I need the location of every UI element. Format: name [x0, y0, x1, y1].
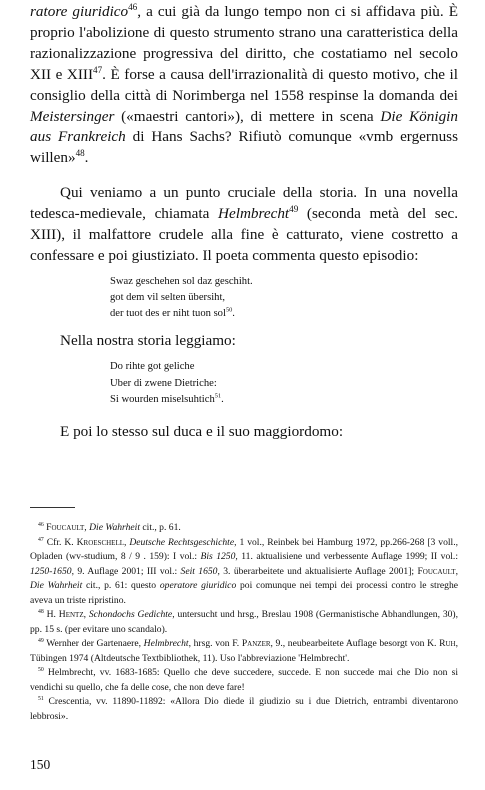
footnote [30, 521, 458, 536]
text-run: . [84, 149, 89, 167]
text-run: («maestri cantori»), di mettere in scena [114, 107, 381, 125]
verse-line: der tuot des er niht tuon sol [110, 308, 226, 320]
author-name: Panzer [241, 638, 271, 649]
text-run: , Tübingen 1974 (Altdeutsche Textbibliothek, 11). Uso l'abbreviazione 'Helmbrecht'. [30, 638, 458, 664]
paragraph-4: E poi lo stesso sul duca e il suo maggiordomo: [60, 423, 344, 440]
verse-line: Swaz geschehen sol daz geschiht. [110, 275, 253, 287]
text-run: Qui veniamo a un punto cruciale della storia. In una novella tedesca-medievale, chiamata [30, 184, 458, 223]
footnote-number: 46 [38, 521, 44, 528]
note-ref: 47 [93, 64, 103, 75]
italic-term: Meistersinger [30, 107, 115, 125]
note-ref: 46 [128, 1, 138, 12]
text-run: , 1 vol., Reinbek bei Hamburg 1972, pp.266-268 [3 voll., Opladen (wv-studium, 8 / 9 . 159): I vol.: [30, 536, 458, 562]
verse-quote-2 [110, 359, 458, 408]
text-run: . È forse a causa dell'irrazionalità di questo motivo, che il consiglio della città di Norimberga nel 1558 respinse la domanda dei [30, 65, 459, 104]
italic-term: operatore giuridico [159, 580, 237, 591]
page-number: 150 [30, 757, 51, 772]
footnotes [30, 521, 458, 724]
footnote [30, 666, 458, 695]
footnote-number: 49 [38, 637, 44, 644]
text-run: Crescentia, vv. 11890-11892: «Allora Dio diede il giudizio su i due Dietrich, entrambi diventarono lebbrosi». [30, 696, 458, 722]
footnote-number: 48 [38, 608, 44, 615]
footnote-number: 50 [38, 666, 44, 673]
work-title: Bis 1250 [200, 551, 236, 562]
italic-term: ratore giuridico [30, 3, 129, 20]
note-ref: 50 [225, 306, 233, 314]
text-run: , hrsg. von F. [188, 638, 242, 649]
text-run: cit., p. 61: questo [82, 580, 160, 591]
note-ref: 48 [75, 148, 85, 159]
note-ref: 51 [214, 392, 222, 400]
text-run: , a cui già da lungo tempo non ci si affidava più. È proprio l'abolizione di questo strumento strano una caratteristica della razionalizzazione progressiva del diritto, che costatiamo nel secolo XII e XIII [30, 3, 458, 83]
text-run: . [221, 393, 224, 405]
author-name: Ruh [439, 638, 456, 649]
text-run: , [455, 565, 458, 577]
text-run: (seconda metà del sec. XIII), il malfattore crudele alla fine è catturato, viene costretto a confessare e poi giustiziato. Il poeta commenta questo episodio: [30, 205, 458, 264]
work-title: Schondochs Gedichte [88, 609, 173, 620]
text-run: Helmbrecht, vv. 1683-1685: Quello che deve succedere, succede. E non succede mai che Dio non si vendichi su quello, che fa delle cose, che non deve fare! [30, 667, 458, 693]
text-run: Wernher der Gartenaere, [43, 638, 144, 649]
footnote [30, 695, 458, 724]
text-run: poi comunque nei tempi dei processi contro le streghe aveva un triste ripristino. [30, 580, 458, 606]
text-run: di Hans Sachs? Rifiutò comunque «vmb ergernuss willen» [30, 128, 458, 167]
main-text [30, 2, 458, 443]
work-title: Die Wahrheit [89, 522, 140, 533]
footnote-separator [30, 507, 75, 508]
footnote-number: 51 [38, 695, 44, 702]
text-run: cit., p. 61. [140, 522, 181, 533]
footnote [30, 637, 458, 666]
work-title: 1250-1650 [30, 565, 72, 577]
author-name: Kroeschell [76, 536, 124, 548]
paragraph-3: Nella nostra storia leggiamo: [60, 332, 236, 350]
paragraph-1 [30, 2, 458, 169]
footnote [30, 536, 458, 609]
footnote [30, 608, 458, 637]
work-title: Deutsche Rechtsgeschichte [129, 536, 235, 548]
note-ref: 49 [289, 204, 299, 215]
verse-quote-1 [110, 274, 458, 323]
paragraph-2 [30, 183, 458, 267]
verse-line: Si wourden miselsuhtich [110, 393, 215, 405]
verse-line: Uber di zwene Dietriche: [110, 377, 217, 389]
text-run: , 11. aktualisiene und verbessente Auflage 1999; II vol.: [235, 551, 458, 562]
work-title: Seit 1650 [180, 565, 218, 577]
italic-title: Helmbrecht [218, 205, 290, 223]
text-run: Cfr. K. [43, 536, 77, 548]
text-run: , 9. Auflage 2001; III vol.: [71, 565, 181, 577]
author-name: Foucault [417, 565, 456, 577]
text-run: , [124, 536, 130, 548]
author-name: Hentz [58, 609, 84, 620]
text-run: , 9., neubearbeitete Auflage besorgt von K. [270, 638, 440, 649]
work-title: Helmbrecht [143, 638, 189, 649]
text-run: , [83, 609, 89, 620]
text-run: , 3. überarbeitete und aktualisierte Auflage 2001]; [217, 565, 418, 577]
text-run: , [84, 522, 90, 533]
text-run: H. [43, 609, 59, 620]
author-name: Foucault [46, 522, 85, 533]
work-title: Die Wahrheit [30, 580, 83, 591]
text-run: . [232, 308, 235, 320]
footnote-number: 47 [38, 536, 44, 543]
text-run: , untersucht und hrsg., Breslau 1908 (Germanistische Abhandlungen, 30), pp. 15 s. (per evitare uno scandalo). [30, 609, 459, 635]
verse-line: got dem vil selten übersiht, [110, 292, 226, 304]
italic-title: Die Königin aus Frankreich [30, 107, 458, 146]
verse-line: Do rihte got geliche [110, 361, 195, 373]
